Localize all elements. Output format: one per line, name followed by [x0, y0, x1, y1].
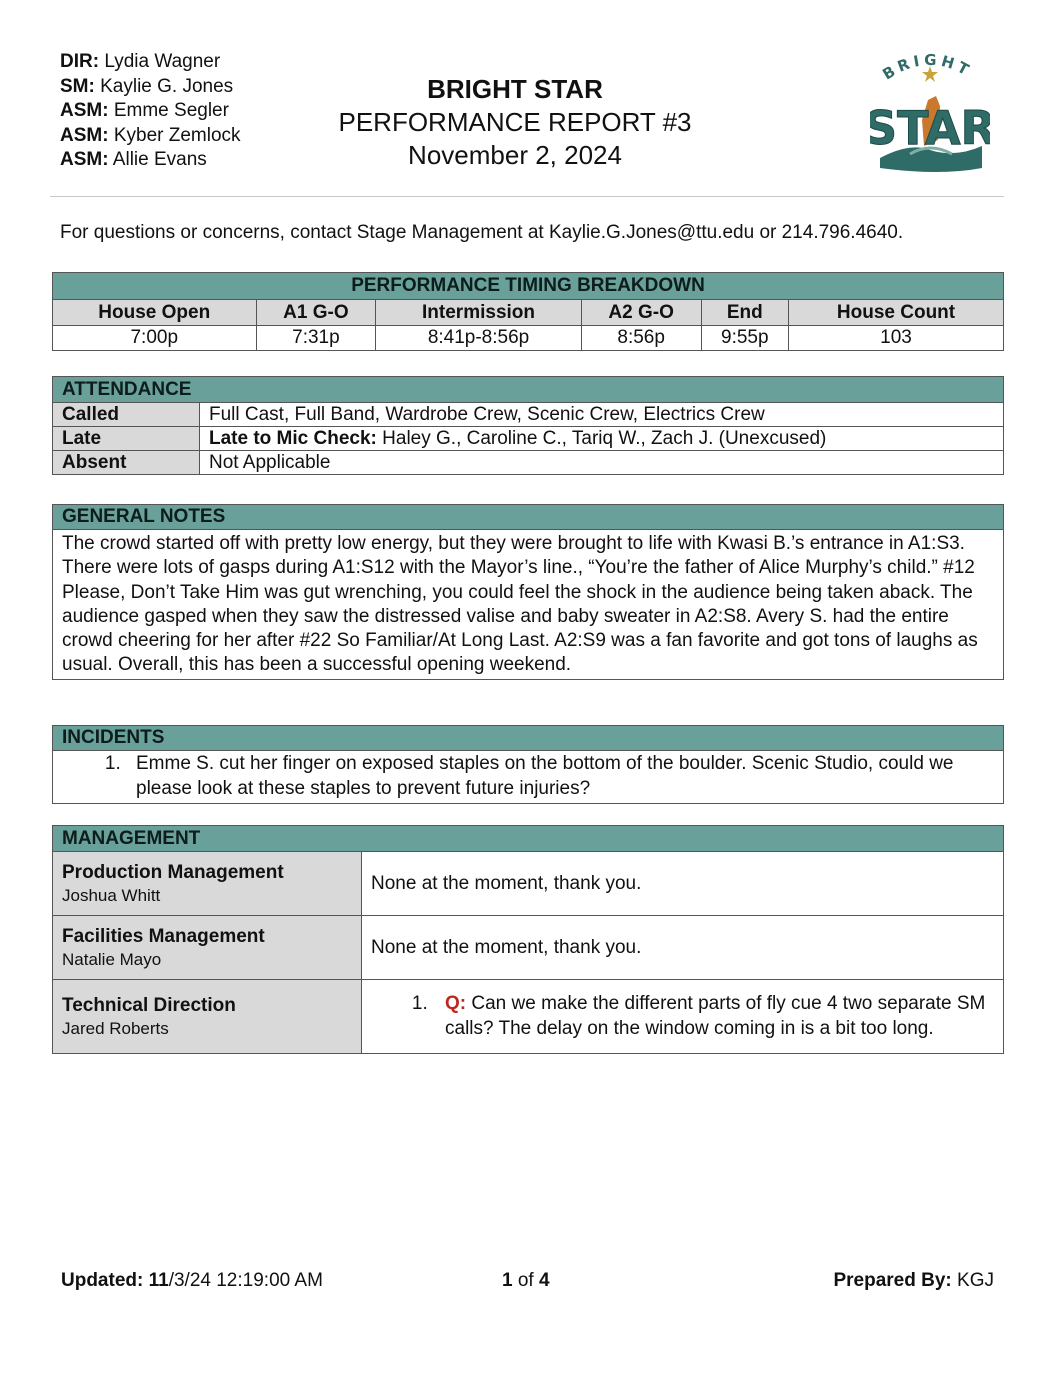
attendance-value: Not Applicable: [200, 451, 1004, 475]
contact-line: For questions or concerns, contact Stage Management at Kaylie.G.Jones@ttu.edu or 214.796.4640.: [60, 222, 904, 243]
staff-line: SM: Kaylie G. Jones: [60, 75, 234, 97]
staff-line: ASM: Allie Evans: [60, 149, 207, 170]
management-dept-cell: [53, 916, 362, 980]
timing-value: 7:00p: [53, 326, 257, 351]
department-note-cell: [362, 980, 1004, 1054]
attendance-label: Absent: [53, 451, 200, 475]
logo-main-text: STAR: [870, 101, 990, 155]
incidents-table: [52, 725, 1004, 804]
general-notes-table: [52, 504, 1004, 680]
report-title: PERFORMANCE REPORT #3: [338, 107, 692, 137]
department-name: Technical Direction: [62, 994, 236, 1016]
question-label: Q:: [445, 993, 467, 1014]
timing-value: 7:31p: [256, 326, 376, 351]
footer-updated: Updated: 11/3/24 12:19:00 AM: [61, 1270, 323, 1291]
header-divider: [50, 196, 1004, 197]
timing-header: House Open: [53, 300, 257, 326]
management-dept-cell: [53, 980, 362, 1054]
attendance-value: Full Cast, Full Band, Wardrobe Crew, Scenic Crew, Electrics Crew: [200, 403, 1004, 427]
show-title: BRIGHT STAR: [427, 74, 603, 104]
logo-arc-text: BRIGHT: [879, 50, 976, 84]
incident-list: [62, 752, 994, 801]
timing-header: End: [701, 300, 789, 326]
footer-prepared-by: Prepared By: KGJ: [833, 1270, 994, 1291]
report-title-block: [300, 72, 730, 172]
staff-list: [60, 50, 241, 173]
attendance-label: Late: [53, 427, 200, 451]
department-name: Facilities Management: [62, 925, 265, 947]
management-title: MANAGEMENT: [53, 826, 1004, 852]
general-notes-text: The crowd started off with pretty low energy, but they were brought to life with Kwasi B.’s entrance in A1:S3. There were lots of gasps during A1:S12 with the Mayor’s line., “You’re the father of Alice Murphy’s child.” #12 Please, Don’t Take Him was gut wrenching, you could feel the shock in the audience being taken aback. The audience gasped when they saw the distressed valise and baby sweater in A2:S8. Avery S. had the entire crowd cheering for her after #22 So Familiar/At Long Last. A2:S9 was a fan favorite and got tons of laughs as usual. Overall, this has been a successful opening weekend.: [53, 530, 1004, 680]
timing-header: A2 G-O: [581, 300, 701, 326]
department-contact: Jared Roberts: [62, 1018, 169, 1038]
timing-value: 103: [789, 326, 1004, 351]
management-table: [52, 825, 1004, 1054]
timing-header: A1 G-O: [256, 300, 376, 326]
general-notes-title: GENERAL NOTES: [53, 505, 1004, 530]
department-note: None at the moment, thank you.: [362, 852, 1004, 916]
department-contact: Natalie Mayo: [62, 949, 162, 969]
department-note: None at the moment, thank you.: [362, 916, 1004, 980]
question-list: [371, 992, 994, 1041]
report-date: November 2, 2024: [408, 140, 622, 170]
department-name: Production Management: [62, 861, 284, 883]
attendance-title: ATTENDANCE: [53, 377, 1004, 403]
staff-line: ASM: Emme Segler: [60, 100, 229, 121]
staff-line: DIR: Lydia Wagner: [60, 51, 221, 72]
department-contact: Joshua Whitt: [62, 885, 161, 905]
incident-item: 1. Emme S. cut her finger on exposed staples on the bottom of the boulder. Scenic Studio, could we please look at these staples to prevent future injuries?: [126, 752, 994, 801]
bright-star-logo-icon: [870, 50, 990, 180]
attendance-table: [52, 376, 1004, 475]
attendance-label: Called: [53, 403, 200, 427]
attendance-value: Late to Mic Check: Haley G., Caroline C., Tariq W., Zach J. (Unexcused): [200, 427, 1004, 451]
management-dept-cell: [53, 852, 362, 916]
timing-header: House Count: [789, 300, 1004, 326]
timing-title: PERFORMANCE TIMING BREAKDOWN: [53, 273, 1004, 300]
timing-value: 9:55p: [701, 326, 789, 351]
question-item: 1. Q: Can we make the different parts of fly cue 4 two separate SM calls? The delay on the window coming in is a bit too long.: [433, 992, 994, 1041]
footer-page-number: 1 of 4: [502, 1270, 550, 1291]
timing-header: Intermission: [376, 300, 581, 326]
staff-line: ASM: Kyber Zemlock: [60, 124, 241, 146]
timing-table: [52, 272, 1004, 351]
timing-value: 8:41p-8:56p: [376, 326, 581, 351]
incidents-title: INCIDENTS: [53, 726, 1004, 751]
timing-value: 8:56p: [581, 326, 701, 351]
